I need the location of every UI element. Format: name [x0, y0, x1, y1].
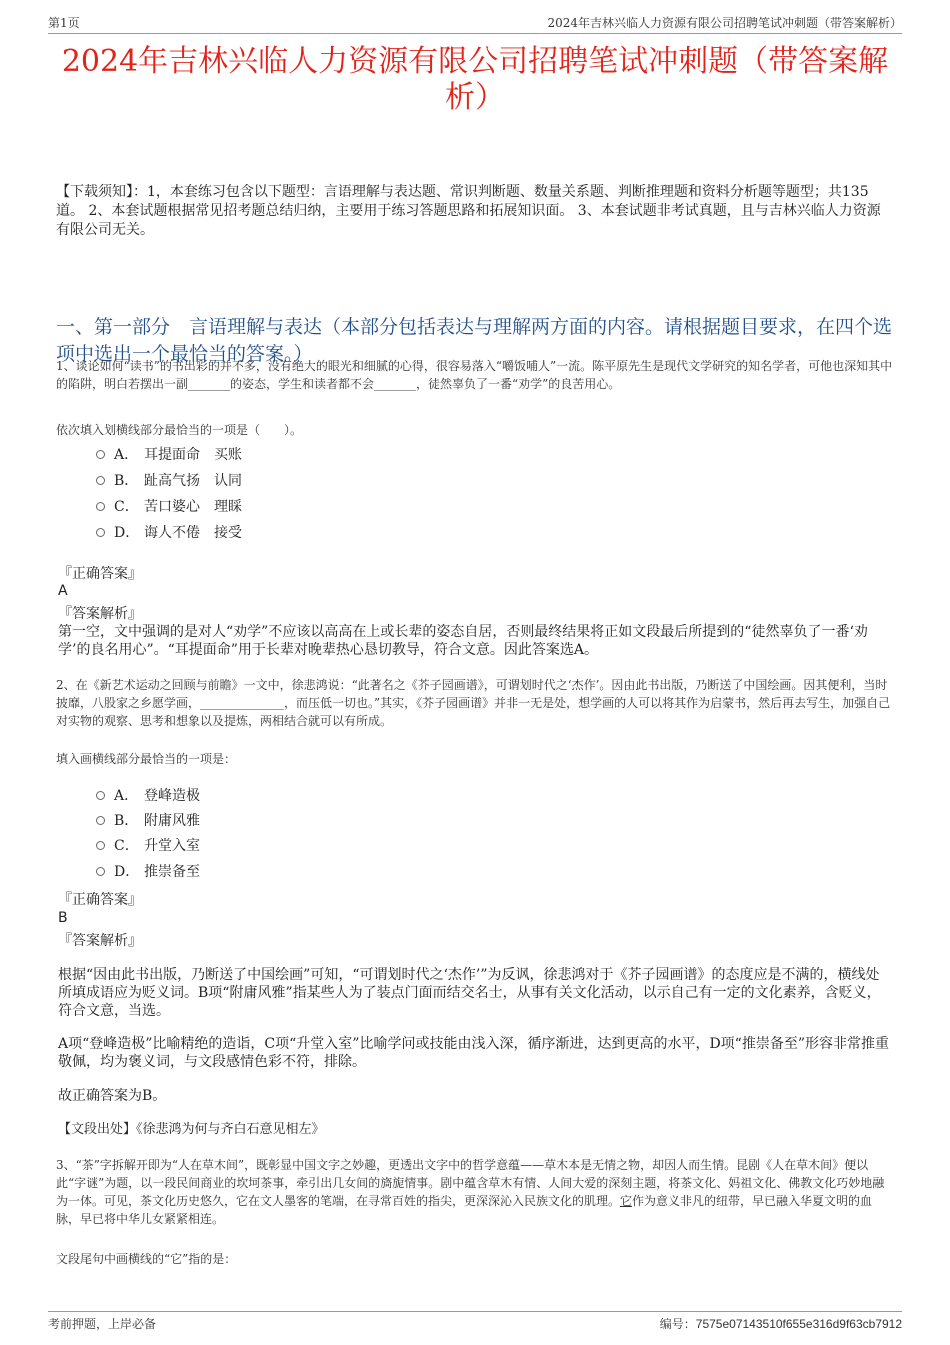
footer-divider	[48, 1311, 902, 1312]
q1-answer: A	[58, 583, 68, 599]
footer-code-label: 编号：	[659, 1317, 696, 1331]
q2-option-a[interactable]	[96, 787, 200, 805]
option-text: 附庸风雅	[144, 813, 200, 829]
q2-answer: B	[58, 910, 68, 926]
q3-prompt: 文段尾句中画横线的“它”指的是：	[56, 1252, 237, 1266]
q1-stem: 1、谈论如何“读书”的书出彩的并不多，没有绝大的眼光和细腻的心得，很容易落入“嚼饭哺人”一流。陈平原先生是现代文学研究的知名学者，可他也深知其中的陷阱，明白若摆出一副_______的姿态，学生和读者都不会_______，徒然辜负了一番“劝学”的良苦用心。	[56, 359, 893, 391]
q2-analysis-2: A项“登峰造极”比喻精绝的造诣，C项“升堂入室”比喻学问或技能由浅入深，循序渐进，达到更高的水平，D项“推崇备至”形容非常推重敬佩，均为褒义词，与文段感情色彩不符，排除。	[58, 1036, 889, 1070]
radio-icon[interactable]	[96, 450, 105, 459]
q2-option-d[interactable]	[96, 863, 200, 881]
radio-icon[interactable]	[96, 528, 105, 537]
option-text: 耳提面命 买账	[144, 447, 242, 463]
page-footer	[48, 1315, 902, 1333]
q1-option-c[interactable]	[96, 498, 242, 516]
page-title: 2024年吉林兴临人力资源有限公司招聘笔试冲刺题（带答案解析）	[61, 44, 889, 115]
q2-analysis-label: 『答案解析』	[58, 933, 142, 949]
option-text: 登峰造极	[144, 788, 200, 804]
q2-prompt: 填入画横线部分最恰当的一项是：	[56, 752, 237, 766]
q2-stem: 2、在《新艺术运动之回顾与前瞻》一文中，徐悲鸿说：“此著名之《芥子园画谱》，可谓划时代之‘杰作’。因由此书出版，乃断送了中国绘画。因其便利，当时披靡，八股家之乡愿学画，______________，而压低一切也。”其实，《芥子园画谱》并非一无是处，想学画的人可以将其作为启蒙书，然后再去写生，加强自己对实物的观察、思考和想象以及提炼，两相结合就可以有所成。	[56, 678, 891, 728]
option-label: D．	[114, 864, 140, 880]
radio-icon[interactable]	[96, 816, 105, 825]
q3-stem-part-a: 3、“茶”字拆解开即为“人在草木间”，既彰显中国文字之妙趣，更透出文字中的哲学意蕴——草木本是无情之物，却因人而生情。昆剧《人在草木间》便以此“字谜”为题，以一段民间商业的坎坷茶事，牵引出几女间的旖旎情事。剧中蕴含草木有情、人间大爱的深刻主题，将茶文化、妈祖文化、佛教文化巧妙地融为一体。可见，茶文化历史悠久，它在文人墨客的笔端，在寻常百姓的指尖，更深深沁入民族文化的肌理。	[56, 1158, 885, 1208]
footer-code	[660, 1315, 902, 1332]
q2-answer-label: 『正确答案』	[58, 892, 142, 908]
radio-icon[interactable]	[96, 502, 105, 511]
page-header	[48, 14, 902, 34]
q1-option-d[interactable]	[96, 524, 242, 542]
q1-analysis: 第一空，文中强调的是对人“劝学”不应该以高高在上或长辈的姿态自居，否则最终结果将正如文段最后所提到的“徒然辜负了一番‘劝学’的良名用心”。“耳提面命”用于长辈对晚辈热心恳切教导，符合文意。因此答案选A。	[58, 624, 868, 658]
q1-analysis-label: 『答案解析』	[58, 606, 142, 622]
option-text: 苦口婆心 理睬	[144, 499, 242, 515]
radio-icon[interactable]	[96, 476, 105, 485]
header-divider	[48, 33, 902, 34]
header-doc-title: 2024年吉林兴临人力资源有限公司招聘笔试冲刺题（带答案解析）	[547, 16, 902, 30]
q2-analysis-3: 故正确答案为B。	[58, 1088, 167, 1104]
q1-prompt: 依次填入划横线部分最恰当的一项是（ ）。	[56, 423, 303, 437]
option-label: A．	[114, 447, 139, 463]
option-label: B．	[114, 813, 139, 829]
q1-option-a[interactable]	[96, 446, 242, 464]
option-label: A．	[114, 788, 139, 804]
option-label: B．	[114, 473, 139, 489]
q3-stem-part-b: 作为意义非凡的纽带，早已融入华夏文明的血脉，早已将中华儿女紧紧相连。	[56, 1194, 873, 1226]
download-notice: 【下载须知】：1，本套练习包含以下题型：言语理解与表达题、常识判断题、数量关系题、判断推理题和资料分析题等题型；共135道。 2、本套试题根据常见招考题总结归纳，主要用于练习答题思路和拓展知识面。 3、本套试题非考试真题，且与吉林兴临人力资源有限公司无关。	[56, 184, 881, 238]
q3-underlined-word: 它	[620, 1194, 633, 1208]
option-text: 升堂入室	[144, 838, 200, 854]
option-label: C．	[114, 499, 139, 515]
footer-slogan: 考前押题，上岸必备	[48, 1317, 157, 1331]
radio-icon[interactable]	[96, 841, 105, 850]
option-text: 诲人不倦 接受	[144, 525, 242, 541]
q2-analysis-1: 根据“因由此书出版，乃断送了中国绘画”可知，“可谓划时代之‘杰作’”为反讽，徐悲鸿对于《芥子园画谱》的态度应是不满的，横线处所填成语应为贬义词。B项“附庸风雅”指某些人为了装点门面而结交名士，从事有关文化活动，以示自己有一定的文化素养，含贬义，符合文意，当选。	[58, 967, 881, 1019]
q1-answer-label: 『正确答案』	[58, 566, 142, 582]
q1-option-b[interactable]	[96, 472, 242, 490]
option-text: 推崇备至	[144, 864, 200, 880]
radio-icon[interactable]	[96, 867, 105, 876]
footer-code-value: 7575e07143510f655e316d9f63cb7912	[695, 1317, 902, 1331]
option-label: C．	[114, 838, 139, 854]
q2-option-c[interactable]	[96, 837, 200, 855]
q2-source: 【文段出处】《徐悲鸿为何与齐白石意见相左》	[58, 1122, 325, 1137]
section-heading: 一、第一部分 言语理解与表达（本部分包括表达与理解两方面的内容。请根据题目要求，在四个选项中选出一个最恰当的答案。）	[56, 316, 893, 365]
option-text: 趾高气扬 认同	[144, 473, 242, 489]
page-number: 第1页	[48, 16, 80, 30]
q2-option-b[interactable]	[96, 812, 200, 830]
radio-icon[interactable]	[96, 791, 105, 800]
option-label: D．	[114, 525, 140, 541]
q3-stem	[56, 1156, 894, 1228]
